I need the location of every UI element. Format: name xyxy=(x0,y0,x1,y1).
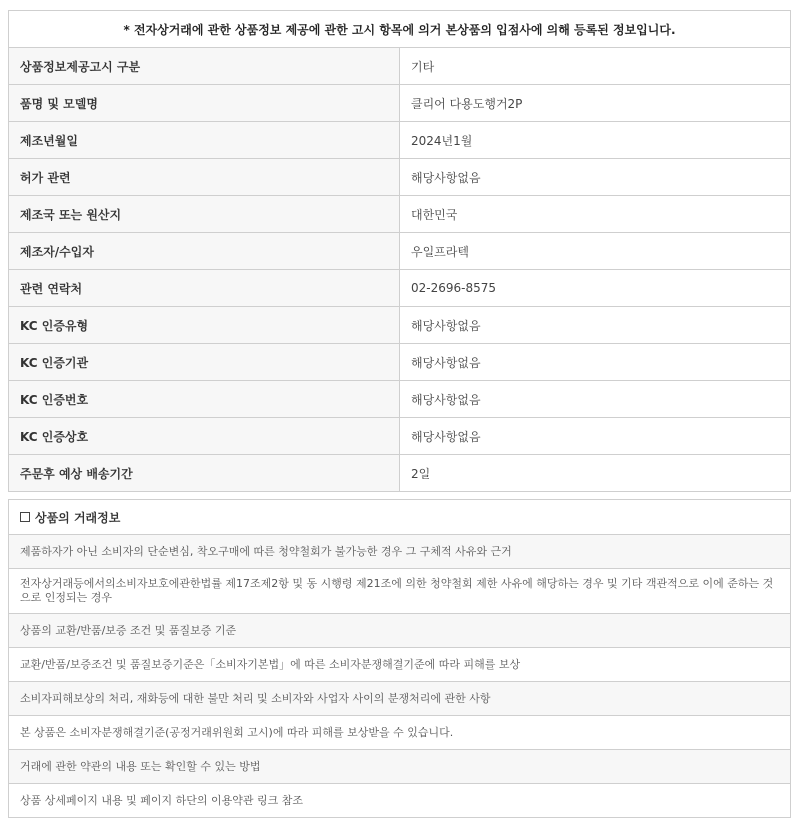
info-label: 제조자/수입자 xyxy=(9,233,400,270)
product-notice xyxy=(8,10,791,818)
info-value: 우일프라텍 xyxy=(400,233,791,270)
info-row xyxy=(9,233,791,270)
info-label: KC 인증유형 xyxy=(9,307,400,344)
trade-info-list xyxy=(9,535,790,817)
info-value: 2024년1월 xyxy=(400,122,791,159)
info-label: KC 인증기관 xyxy=(9,344,400,381)
info-row xyxy=(9,418,791,455)
info-label: 상품정보제공고시 구분 xyxy=(9,48,400,85)
info-value: 해당사항없음 xyxy=(400,307,791,344)
trade-answer: 본 상품은 소비자분쟁해결기준(공정거래위원회 고시)에 따라 피해를 보상받을 수 있습니다. xyxy=(9,716,790,750)
info-row xyxy=(9,381,791,418)
info-value: 해당사항없음 xyxy=(400,418,791,455)
info-label: 품명 및 모델명 xyxy=(9,85,400,122)
info-row xyxy=(9,307,791,344)
product-info-table xyxy=(8,10,791,492)
info-row xyxy=(9,85,791,122)
info-row xyxy=(9,455,791,492)
info-label: 제조년월일 xyxy=(9,122,400,159)
trade-info-section xyxy=(8,499,791,818)
trade-answer: 전자상거래등에서의소비자보호에관한법률 제17조제2항 및 동 시행령 제21조에 의한 청약철회 제한 사유에 해당하는 경우 및 기타 객관적으로 이에 준하는 것으로 인정되는 경우 xyxy=(9,569,790,614)
info-label: 허가 관련 xyxy=(9,159,400,196)
square-icon xyxy=(20,512,30,522)
trade-question: 상품의 교환/반품/보증 조건 및 품질보증 기준 xyxy=(9,614,790,648)
info-row xyxy=(9,48,791,85)
info-row xyxy=(9,270,791,307)
info-row xyxy=(9,159,791,196)
info-value: 해당사항없음 xyxy=(400,381,791,418)
info-row xyxy=(9,122,791,159)
info-label: 관련 연락처 xyxy=(9,270,400,307)
trade-question: 제품하자가 아닌 소비자의 단순변심, 착오구매에 따른 청약철회가 불가능한 경우 그 구체적 사유와 근거 xyxy=(9,535,790,569)
notice-header: * 전자상거래에 관한 상품정보 제공에 관한 고시 항목에 의거 본상품의 입점사에 의해 등록된 정보입니다. xyxy=(9,11,791,48)
trade-answer: 상품 상세페이지 내용 및 페이지 하단의 이용약관 링크 참조 xyxy=(9,784,790,817)
info-label: 주문후 예상 배송기간 xyxy=(9,455,400,492)
info-label: 제조국 또는 원산지 xyxy=(9,196,400,233)
trade-question: 소비자피해보상의 처리, 재화등에 대한 불만 처리 및 소비자와 사업자 사이의 분쟁처리에 관한 사항 xyxy=(9,682,790,716)
info-value: 클리어 다용도행거2P xyxy=(400,85,791,122)
info-value: 해당사항없음 xyxy=(400,344,791,381)
trade-info-title xyxy=(9,500,790,535)
info-value: 2일 xyxy=(400,455,791,492)
info-row xyxy=(9,196,791,233)
info-value: 해당사항없음 xyxy=(400,159,791,196)
trade-question: 거래에 관한 약관의 내용 또는 확인할 수 있는 방법 xyxy=(9,750,790,784)
trade-info-title-text: 상품의 거래정보 xyxy=(35,510,121,525)
info-value: 기타 xyxy=(400,48,791,85)
info-label: KC 인증상호 xyxy=(9,418,400,455)
info-value: 대한민국 xyxy=(400,196,791,233)
info-value: 02-2696-8575 xyxy=(400,270,791,307)
info-row xyxy=(9,344,791,381)
info-label: KC 인증번호 xyxy=(9,381,400,418)
trade-answer: 교환/반품/보증조건 및 품질보증기준은「소비자기본법」에 따른 소비자분쟁해결기준에 따라 피해를 보상 xyxy=(9,648,790,682)
